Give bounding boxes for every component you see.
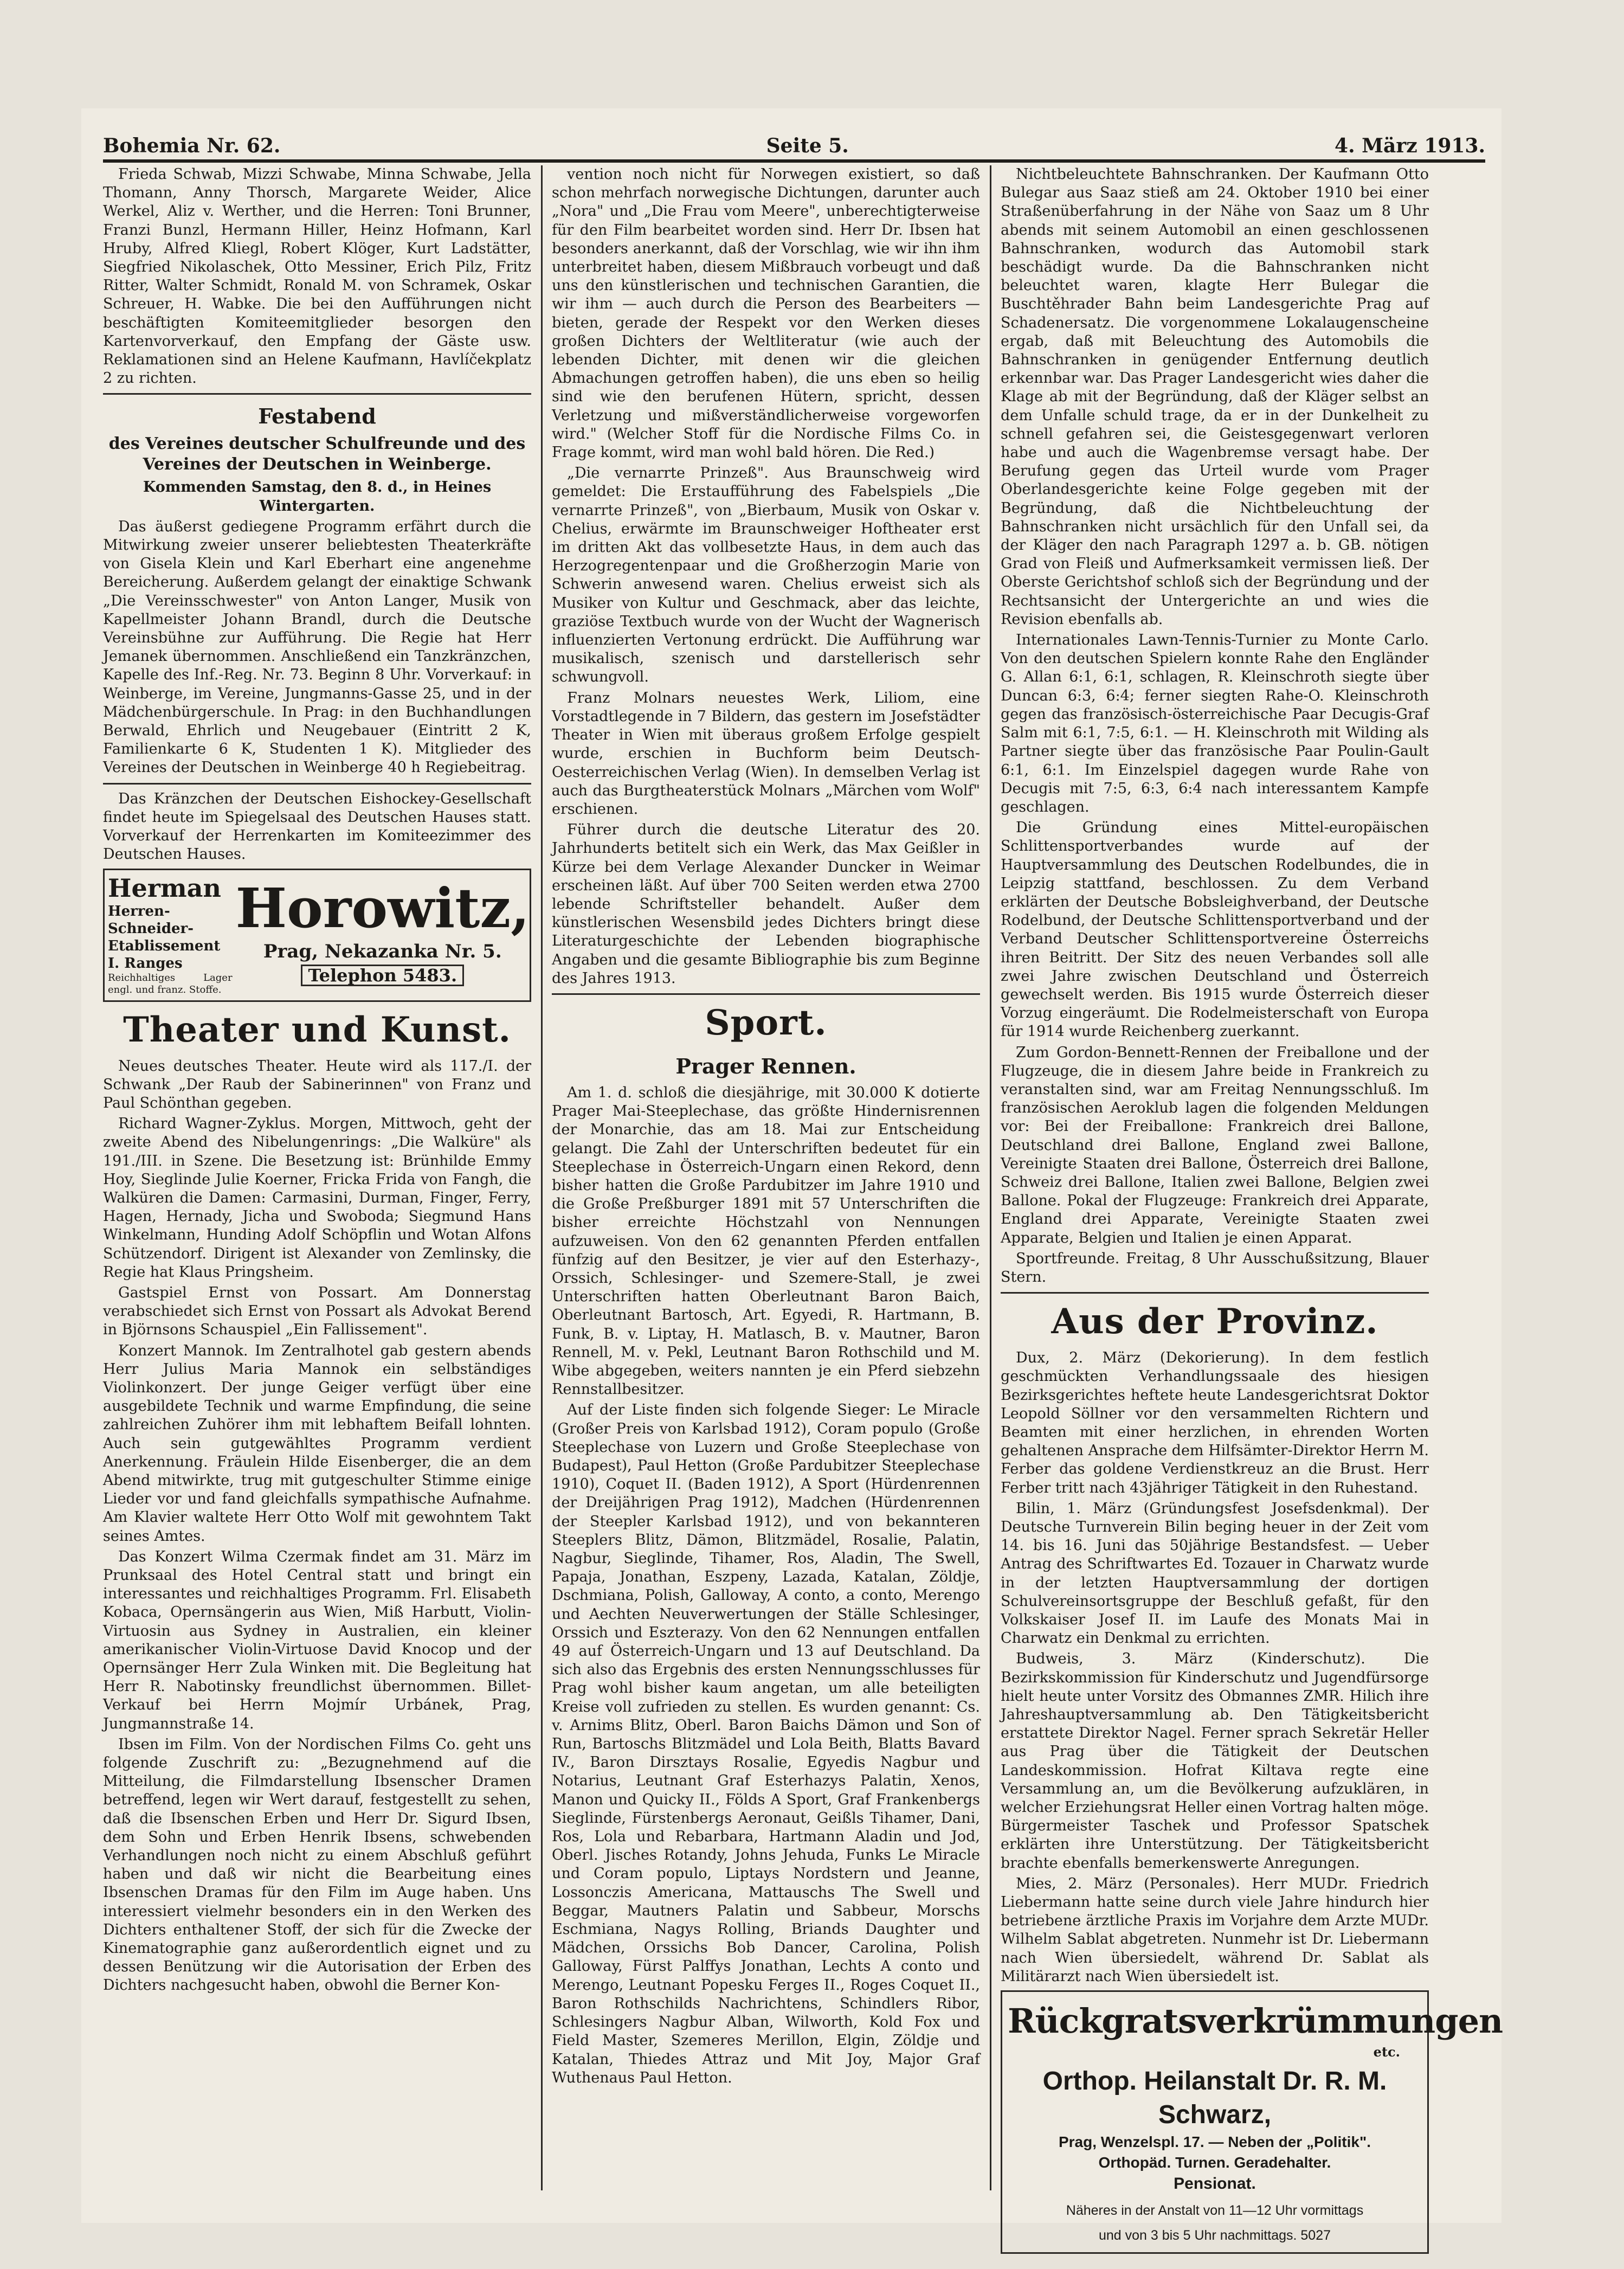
ad-address: Prag, Wenzelspl. 17. — Neben der „Politik". [1058, 2133, 1371, 2151]
article-paragraph: Dux, 2. März (Dekorierung). In dem festlich geschmückten Verhandlungssaale des hiesigen Bezirksgerichtes heftete heute Landesgerichtsrat Doktor Leopold Söllner vor den versammelten Richtern und Beamten mit einer herzlichen, in ehrenden Worten gehaltenen Ansprache dem Hilfsämter-Direktor Herrn M. Ferber das goldene Verdienstkreuz an die Brust. Herr Ferber tritt nach 43jähriger Tätigkeit in den Ruhestand. [1001, 1349, 1429, 1496]
article-paragraph: Am 1. d. schloß die diesjährige, mit 30.000 K dotierte Prager Mai-Steeplechase, das größte Hindernisrennen der Monarchie, das am 18. Mai zur Entscheidung gelangt. Die Zahl der Unterschriften bedeutet für ein Steeplechase in Österreich-Ungarn einen Rekord, denn bisher hatten die Große Pardubitzer im Jahre 1910 und die Große Preßburger 1891 mit 57 Unterschriften die bisher erreichte Höchstzahl von Nennungen aufzuweisen. Von den 62 genannten Pferden entfallen fünfzig auf den Besitzer, je vier auf den Esterhazy-, Orssich, Schlesinger- und Szemere-Stall, je zwei Unterschriften hatten Oberleutnant Baron Baich, Oberleutnant Bartosch, Art. Egyedi, R. Hartmann, B. Funk, B. v. Liptay, H. Matlasch, B. v. Mautner, Baron Rennell, M. v. Pekl, Leutnant Baron Rothschild und M. Wibe abgegeben, weiters nannten je ein Pferd siebzehn Rennstallbesitzer. [552, 1084, 980, 1398]
article-paragraph: Das äußerst gediegene Programm erfährt durch die Mitwirkung zweier unserer beliebtesten Theaterkräfte von Gisela Klein und Karl Eberhart eine angenehme Bereicherung. Außerdem gelangt der einaktige Schwank „Die Vereinsschwester" von Anton Langer, Musik von Kapellmeister Johann Brandl, durch die Deutsche Vereinsbühne zur Aufführung. Die Regie hat Herr Jemanek übernommen. Anschließend ein Tanzkränzchen, Kapelle des Inf.-Reg. Nr. 73. Beginn 8 Uhr. Vorverkauf: in Weinberge, im Vereine, Jungmanns-Gasse 25, und in der Mädchenbürgerschule. In Prag: in den Buchhandlungen Berwald, Ehrlich und Neugebauer (Eintritt 2 K, Familienkarte 6 K, Studenten 1 K). Mitglieder des Vereines der Deutschen in Weinberge 40 h Regiebeitrag. [103, 518, 531, 776]
article-paragraph: Führer durch die deutsche Literatur des 20. Jahrhunderts betitelt sich ein Werk, das Max Geißler in Kürze bei dem Verlage Alexander Duncker in Weimar erscheinen läßt. Auf über 700 Seiten werden etwa 2700 lebende Schriftsteller behandelt. Außer dem künstlerischen Wesensbild jedes Dichters bringt diese Literaturgeschichte der Lebenden biographische Angaben und die gesamte Bibliographie bis zum Beginne des Jahres 1913. [552, 821, 980, 987]
article-paragraph: Franz Molnars neuestes Werk, Liliom, eine Vorstadtlegende in 7 Bildern, das gestern im Josefstädter Theater in Wien mit überaus großem Erfolge gespielt wurde, erschien in Buchform beim Deutsch-Oesterreichischen Verlag (Wien). In demselben Verlag ist auch das Burgtheaterstück Molnars „Märchen vom Wolf" erschienen. [552, 689, 980, 818]
article-paragraph: Internationales Lawn-Tennis-Turnier zu Monte Carlo. Von den deutschen Spielern konnte Rahe den Engländer G. Allan 6:1, 6:1, schlagen, R. Kleinschroth siegte über Duncan 6:3, 6:4; ferner siegten Rahe-O. Kleinschroth gegen das französisch-österreichische Paar Decugis-Graf Salm mit 6:1, 7:5, 6:1. — H. Kleinschroth mit Wilding als Partner siegte über das französische Paar Poulin-Gault 6:1, 6:1. Im Einzelspiel dagegen wurde Rahe von Decugis mit 7:5, 6:3, 6:4 nach interessantem Kampfe geschlagen. [1001, 632, 1429, 815]
ad-line: Etablissement I. Ranges [108, 937, 221, 972]
article-paragraph: Richard Wagner-Zyklus. Morgen, Mittwoch, geht der zweite Abend des Nibelungenrings: „Die Walküre" als 191./III. in Szene. Die Besetzung ist: Brünhilde Emmy Hoy, Sieglinde Julie Koerner, Fricka Frida von Fangh, die Walküren die Damen: Carmasini, Durman, Finger, Ferry, Hagen, Hernady, Jicha und Swoboda; Siegmund Hans Winkelmann, Hunding Adolf Schöpflin und Wotan Alfons Schützendorf. Dirigent ist Alexander von Zemlinsky, die Regie hat Klaus Pringsheim. [103, 1115, 531, 1281]
festabend-subtitle: des Vereines deutscher Schulfreunde und des Vereines der Deutschen in Weinberge. [108, 434, 526, 474]
article-paragraph: Das Konzert Wilma Czermak findet am 31. März im Prunksaal des Hotel Central statt und bringt ein interessantes und reichhaltiges Programm. Frl. Elisabeth Kobaca, Opernsängerin aus Wien, Miß Harbutt, Violin-Virtuosin aus Sydney in Australien, ein kleiner amerikanischer Violin-Virtuose David Knocop und der Opernsänger Herr Zula Winken mit. Die Begleitung hat Herr R. Nabotinsky freundlichst übernommen. Billet-Verkauf bei Herrn Mojmír Urbánek, Prag, Jungmannstraße 14. [103, 1548, 531, 1732]
newspaper-page [81, 108, 1503, 2244]
article-paragraph: Nichtbeleuchtete Bahnschranken. Der Kaufmann Otto Bulegar aus Saaz stieß am 24. Oktober 1910 bei einer Straßenüberfahrung in der Nähe von Saaz um 8 Uhr abends mit seinem Automobil an einen geschlossenen Bahnschranken, wodurch das Automobil stark beschädigt wurde. Da die Bahnschranken nicht beleuchtet waren, klagte Herr Bulegar die Buschtěhrader Bahn beim Landesgerichte Prag auf Schadenersatz. Die vorgenommene Lokalaugenscheine ergab, daß mit Beleuchtung des Automobils die Bahnschranken in genügender Entfernung deutlich erkennbar war. Das Prager Landesgericht wies daher die Klage ab mit der Begründung, daß der Kläger selbst an dem Unfalle schuld trage, da er in der Dunkelheit zu schnell gefahren sei, die Geistesgegenwart verloren habe und auch die Wagenbremse versagt habe. Der Berufung gegen das Urteil wurde vom Prager Oberlandesgerichte keine Folge gegeben mit der Begründung, daß die Nichtbeleuchtung der Bahnschranken nicht ursächlich für den Unfall sei, da der Kläger den nach Paragraph 1297 a. b. GB. nötigen Grad von Fleiß und Aufmerksamkeit vermissen ließ. Der Oberste Gerichtshof schloß sich der Begründung und der Rechtsansicht der Untergerichte an und wies die Revision ebenfalls ab. [1001, 166, 1429, 628]
rennen-title: Prager Rennen. [675, 1053, 856, 1078]
article-paragraph: vention noch nicht für Norwegen existiert, so daß schon mehrfach norwegische Dichtungen, darunter auch „Nora" und „Die Frau vom Meere", unberechtigterweise für den Film bearbeitet worden sind. Herr Dr. Ibsen hat besonders anerkannt, daß der Vorschlag, wie wir ihn ihm unterbreitet haben, diesem Mißbrauch vorbeugt und daß uns den künstlerischen und technischen Garantien, die wir ihm — auch durch die Person des Bearbeiters — bieten, gerade der Respekt vor den Werken dieses großen Dichters der Weltliteratur (wie auch der lebenden Dichter, mit denen wir die gleichen Abmachungen getroffen haben), die uns eben so heilig sind wie den berufenen Hütern, spricht, dessen Verletzung und mißverständlicherweise vorgeworfen wird." (Welcher Stoff für die Nordische Films Co. in Frage kommt, wird man wohl bald hören. Die Red.) [552, 166, 980, 461]
article-paragraph: Frieda Schwab, Mizzi Schwabe, Minna Schwabe, Jella Thomann, Anny Thorsch, Margarete Weider, Alice Werkel, Aliz v. Werther, und die Herren: Toni Brunner, Franzi Bunzl, Hermann Hiller, Heinz Hofmann, Karl Hruby, Alfred Kliegl, Robert Klöger, Kurt Ladstätter, Siegfried Nikolaschek, Otto Messiner, Erich Pilz, Fritz Ritter, Walter Schmidt, Ronald M. von Schramek, Oskar Schreuer, H. Wabke. Die bei den Aufführungen nicht beschäftigten Komiteemitglieder besorgen den Kartenvorverkauf, den Empfang der Gäste usw. Reklamationen sind an Helene Kaufmann, Havlíčekplatz 2 zu richten. [103, 166, 531, 387]
ad-institution: Orthop. Heilanstalt Dr. R. M. Schwarz, [1042, 2067, 1387, 2130]
horowitz-advertisement [103, 869, 531, 1002]
column-rule [541, 165, 543, 2190]
ad-services: Orthopäd. Turnen. Geradehalter. [1098, 2154, 1331, 2171]
section-title-sport: Sport. [705, 1002, 827, 1043]
column-2 [552, 165, 980, 2201]
ad-line: Herren-Schneider- [108, 903, 194, 937]
ad-left-block [105, 870, 236, 1000]
column-rule [990, 165, 991, 2190]
section-title-provinz: Aus der Provinz. [1051, 1301, 1378, 1342]
article-paragraph: Auf der Liste finden sich folgende Sieger: Le Miracle (Großer Preis von Karlsbad 1912), Coram populo (Große Steeplechase von Luzern und Große Steeplechase von Budapest), Paul Hetton (Große Pardubitzer Steeplechase 1910), Coquet II. (Baden 1912), A Sport (Hürdenrennen der Dreijährigen Prag 1912), Madchen (Hürdenrennen der Steepler Karlsbad 1912), und von bekannteren Steeplers Blitz, Dämon, Blitzmädel, Rosalie, Palatin, Nagbur, Sieglinde, Tihamer, Ros, Aladin, The Swell, Papaja, Jonathan, Eszpeny, Lazada, Katalan, Zöldje, Dschmiana, Polish, Galloway, A conto, a conto, Merengo und Aechten Neuverwertungen der Ställe Schlesinger, Orssich und Eszterazy. Von den 62 Nennungen entfallen 49 auf Österreich-Ungarn und 13 auf Deutschland. Da sich also das Ergebnis des ersten Nennungsschlusses für Prag wohl bisher kaum angetan, um alle beteiligten Kreise voll zufrieden zu stellen. Es wurden genannt: Cs. v. Arnims Blitz, Oberl. Baron Baichs Dämon und Son of Run, Bartoschs Blitzmädel und Lola Beith, Blatts Bavard IV., Baron Dirsztays Rosalie, Egyedis Nagbur und Notarius, Leutnant Graf Esterhazys Palatin, Xenos, Manon und Quicky II., Földs A Sport, Graf Frankenbergs Sieglinde, Fürstenbergs Aeronaut, Geißls Tihamer, Dani, Ros, Lola und Rebarbara, Hartmann Aladin und Jod, Oberl. Jisches Rotandy, Johns Jehuda, Funks Le Miracle und Coram populo, Liptays Nordstern und Jeanne, Lossonczis Americana, Mattauschs The Swell und Beggar, Mautners Palatin und Sabbeur, Morschs Eschmiana, Nagys Rolling, Briands Daughter und Mädchen, Orssichs Bob Dancer, Carolina, Polish Galloway, Fürst Palffys Jonathan, Lechts A conto und Merengo, Leutnant Popesku Ferges II., Roges Coquet II., Baron Rothschilds Nachrichtens, Schindlers Ribor, Schlesingers Nagbur Alban, Wilworth, Kold Fox und Field Master, Szemeres Merillon, Elgin, Zöldje und Katalan, Thiedes Attraz und Mit Joy, Major Graf Wuthenaus Paul Hetton. [552, 1402, 980, 2086]
ad-brand: Horowitz, [235, 876, 530, 940]
ad-telephone: Telephon 5483. [301, 965, 464, 986]
ad-small-text: Reichhaltiges Lager engl. und franz. Stoffe. [108, 972, 233, 995]
page-number: Seite 5. [766, 134, 849, 157]
article-paragraph: Konzert Mannok. Im Zentralhotel gab gestern abends Herr Julius Maria Mannok ein selbständiges Violinkonzert. Der junge Geiger verfügt über eine ausgebildete Technik und warme Empfindung, die seine zahlreichen Zuhörer ihm mit lebhaftem Beifall lohnten. Auch sein gutgewähltes Programm verdient Anerkennung. Fräulein Hilde Eisenberger, die an dem Abend mitwirkte, trug mit gutgeschulter Stimme einige Lieder vor und fand gleichfalls sympathische Aufnahme. Am Klavier waltete Herr Otto Wolf mit gewohntem Takt seines Amtes. [103, 1342, 531, 1545]
divider [103, 393, 531, 395]
page-header [103, 119, 1485, 163]
divider [552, 993, 980, 995]
article-paragraph: Die Gründung eines Mittel-europäischen Schlittensportverbandes wurde auf der Hauptversammlung des Deutschen Rodelbundes, die in Leipzig stattfand, beschlossen. Zu dem Verband erklärten der Deutsche Bobsleighverband, der Deutsche Rodelbund, der Deutsche Schlittensportverband und der Verband Deutscher Schlittensportvereine Österreichs ihren Beitritt. Der Sitz des neuen Verbandes soll alle zwei Jahre zwischen Deutschland und Österreich gewechselt werden. Bis 1915 wurde Österreich dieser Vorzug eingeräumt. Die Rodelmeisterschaft von Europa für 1914 wurde Reichenberg zuerkannt. [1001, 819, 1429, 1040]
ad-right-block [236, 870, 530, 1000]
article-paragraph: „Die vernarrte Prinzeß". Aus Braunschweig wird gemeldet: Die Erstaufführung des Fabelspiels „Die vernarrte Prinzeß", von „Bierbaum, Musik von Oskar v. Chelius, erwärmte im Braunschweiger Hoftheater erst im dritten Akt das vollbesetzte Haus, in dem auch das Herzogregentenpaar und die Großherzogin Marie von Schwerin anwesend waren. Chelius erweist sich als Musiker von Kultur und Geschmack, aber das leichte, graziöse Textbuch wurde von der Wucht der Wagnerisch influenzierten Vertonung erdrückt. Die Aufführung war musikalisch, szenisch und darstellerisch sehr schwungvoll. [552, 465, 980, 686]
festabend-title: Festabend [258, 404, 376, 429]
ad-hours: und von 3 bis 5 Uhr nachmittags. 5027 [1098, 2228, 1331, 2244]
article-paragraph: Bilin, 1. März (Gründungsfest Josefsdenkmal). Der Deutsche Turnverein Bilin beging heuer in der Zeit vom 14. bis 16. Juni das 50jährige Bestandsfest. — Ueber Antrag des Schriftwartes Ed. Tozauer in Charwatz wurde in der letzten Hauptversammlung der dortigen Schulvereinsortsgruppe der Beschluß gefaßt, für den Volkskaiser Josef II. im Laufe des Monats Mai in Charwatz ein Denkmal zu errichten. [1001, 1500, 1429, 1647]
divider [1001, 1292, 1429, 1294]
ad-etc: etc. [1373, 2044, 1400, 2060]
article-paragraph: Neues deutsches Theater. Heute wird als 117./I. der Schwank „Der Raub der Sabinerinnen" von Franz und Paul Schönthan gegeben. [103, 1057, 531, 1111]
festabend-date: Kommenden Samstag, den 8. d., in Heines Wintergarten. [143, 479, 492, 515]
schwarz-advertisement [1001, 1990, 1503, 2254]
article-paragraph: Sportfreunde. Freitag, 8 Uhr Ausschußsitzung, Blauer Stern. [1001, 1250, 1429, 1285]
article-paragraph: Mies, 2. März (Personales). Herr MUDr. Friedrich Liebermann hatte seine durch viele Jahre hindurch hier betriebene ärztliche Praxis im Vorjahre dem Arzte MUDr. Wilhelm Sablat abgetreten. Nunmehr ist Dr. Liebermann nach Wien übersiedelt, während Dr. Sablat als Militärarzt nach Wien übersiedelt ist. [1001, 1875, 1429, 1985]
issue-date: 4. März 1913. [1335, 134, 1485, 157]
article-paragraph: Ibsen im Film. Von der Nordischen Films Co. geht uns folgende Zuschrift zu: „Bezugnehmend auf die Mitteilung, die Filmdarstellung Ibsenscher Dramen betreffend, legen wir Wert darauf, festgestellt zu sehen, daß die Ibsenschen Erben und Herr Dr. Sigurd Ibsen, dem Sohn und Erben Henrik Ibsens, schwebenden Verhandlungen noch nicht zu einem Abschluß geführt haben und daß wir nicht die Bearbeitung eines Ibsenschen Dramas für den Film im Auge haben. Uns interessiert vielmehr besonders ein in den Werken des Dichters enthaltener Stoff, der sich für die Zwecke der Kinematographie ganz außerordentlich eignet und zu dessen Benützung wir die Autorisation der Erben des Dichters nachgesucht haben, obwohl die Berner Kon- [103, 1736, 531, 1994]
article-paragraph: Gastspiel Ernst von Possart. Am Donnerstag verabschiedet sich Ernst von Possart als Advokat Berend in Björnsons Schauspiel „Ein Fallissement". [103, 1284, 531, 1339]
column-1 [103, 165, 531, 2201]
column-3 [1001, 165, 1503, 2244]
ad-pension: Pensionat. [1174, 2175, 1256, 2193]
divider [103, 783, 531, 785]
article-paragraph: Budweis, 3. März (Kinderschutz). Die Bezirkskommission für Kinderschutz und Jugendfürsorge hielt heute unter Vorsitz des Obmannes ZMR. Hilich ihre Jahreshauptversammlung ab. Den Tätigkeitsbericht erstattete Direktor Nagel. Ferner sprach Sekretär Heller aus Prag über die Tätigkeit der Deutschen Landeskommission. Hofrat Kiltava regte eine Versammlung an, um die Bevölkerung aufzuklären, in welcher Erziehungsrat Heller einen Vortrag halten möge. Bürgermeister Taschek und Professor Spatschek erklärten ihre Unterstützung. Der Tätigkeitsbericht brachte ebenfalls bemerkenswerte Anregungen. [1001, 1650, 1429, 1872]
ad-headline: Rückgratsverkrümmungen [1008, 2001, 1503, 2041]
ad-first-name: Herman [108, 873, 221, 903]
ad-hours: Näheres in der Anstalt von 11—12 Uhr vormittags [1066, 2203, 1364, 2219]
ad-address: Prag, Nekazanka Nr. 5. [263, 940, 502, 962]
issue-label: Bohemia Nr. 62. [103, 134, 281, 157]
article-paragraph: Das Kränzchen der Deutschen Eishockey-Gesellschaft findet heute im Spiegelsaal des Deutschen Hauses statt. Vorverkauf der Herrenkarten im Komiteezimmer des Deutschen Hauses. [103, 790, 531, 863]
section-title-theater: Theater und Kunst. [123, 1009, 511, 1050]
article-paragraph: Zum Gordon-Bennett-Rennen der Freiballone und der Flugzeuge, die in diesem Jahre beide in Frankreich zu veranstalten sind, war am Freitag Nennungsschluß. Im französischen Aeroklub lagen die folgenden Meldungen vor: Bei der Freiballone: Frankreich drei Ballone, Deutschland drei Ballone, England zwei Ballone, Vereinigte Staaten drei Ballone, Österreich drei Ballone, Schweiz drei Ballone, Italien zwei Ballone, Belgien zwei Ballone. Pokal der Flugzeuge: Frankreich drei Apparate, England drei Apparate, Vereinigte Staaten zwei Apparate, Belgien und Italien je einen Apparat. [1001, 1044, 1429, 1246]
